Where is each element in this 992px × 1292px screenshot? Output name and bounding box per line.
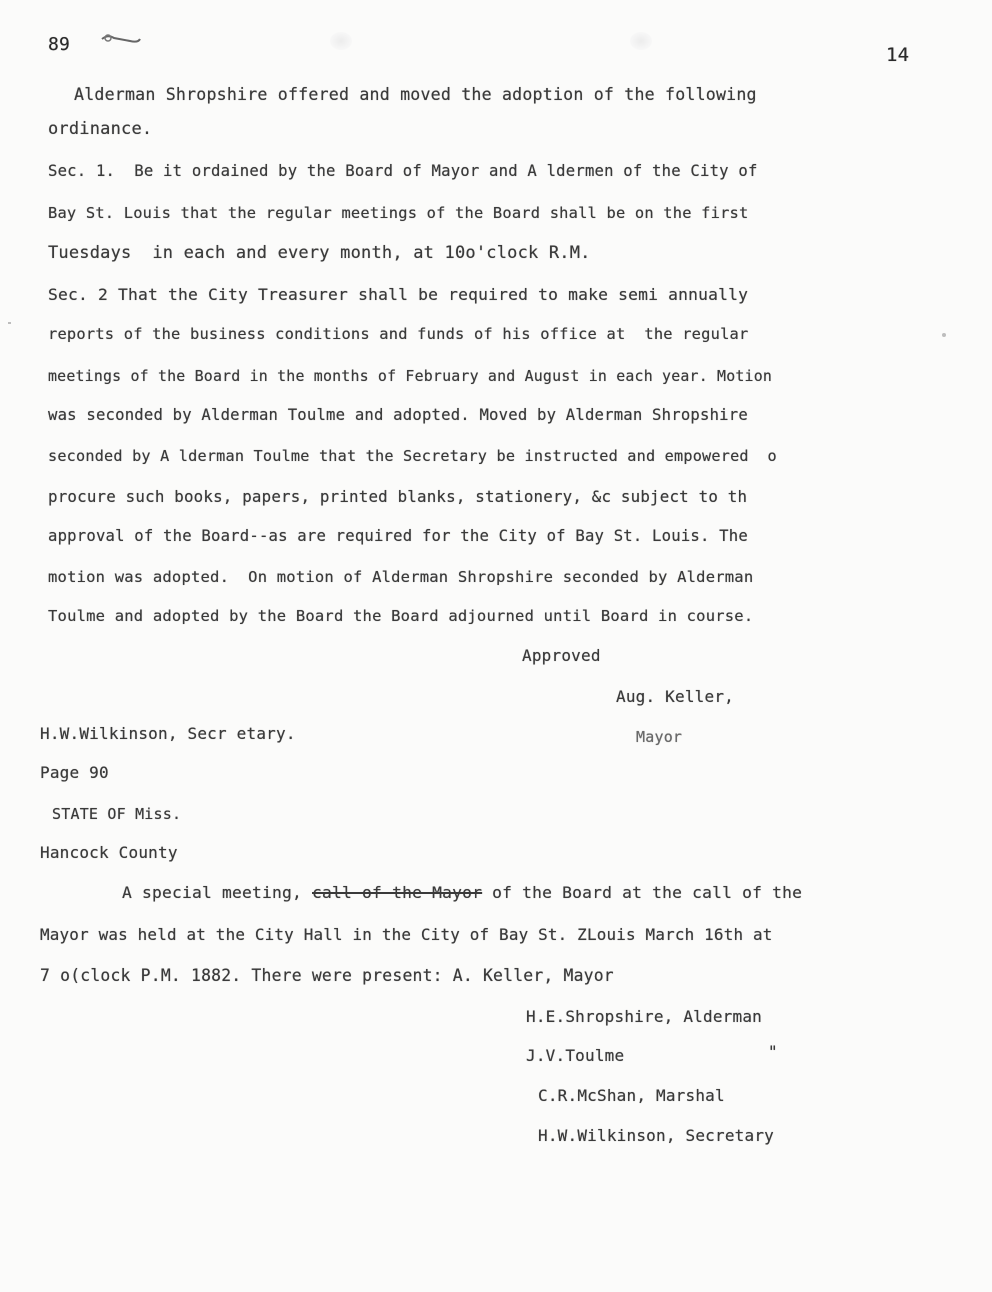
body-line-4: Bay St. Louis that the regular meetings of the Board shall be on the first: [48, 204, 749, 222]
paperclip-mark-icon: [100, 32, 142, 46]
attendee-toulme: J.V.Toulme: [526, 1046, 625, 1065]
special-meeting-line-2: Mayor was held at the City Hall in the City of Bay St. ZLouis March 16th at: [40, 925, 773, 944]
body-line-11: procure such books, papers, printed blanks, stationery, &c subject to th: [48, 487, 748, 506]
special-meeting-line-1: [122, 882, 802, 904]
attendee-shropshire: H.E.Shropshire, Alderman: [526, 1007, 762, 1026]
body-line-9: was seconded by Alderman Toulme and adopted. Moved by Alderman Shropshire: [48, 406, 748, 424]
struck-text: call of the Mayor: [312, 883, 483, 902]
body-line-2: ordinance.: [48, 119, 153, 139]
punch-hole: [330, 32, 352, 50]
body-line-6: Sec. 2 That the City Treasurer shall be required to make semi annually: [48, 285, 749, 304]
ditto-mark: ": [768, 1042, 778, 1061]
attendee-mcshan: C.R.McShan, Marshal: [538, 1086, 725, 1105]
approved-label: Approved: [522, 646, 601, 665]
scan-speck: [942, 333, 946, 337]
body-line-7: reports of the business conditions and funds of his office at the regular: [48, 325, 749, 343]
mayor-signature: Aug. Keller,: [616, 687, 734, 706]
body-line-1: Alderman Shropshire offered and moved the adoption of the following: [74, 85, 757, 104]
attendee-wilkinson: H.W.Wilkinson, Secretary: [538, 1126, 774, 1145]
county-heading: Hancock County: [40, 843, 178, 862]
body-line-12: approval of the Board--as are required for the City of Bay St. Louis. The: [48, 527, 748, 545]
body-line-10: seconded by A lderman Toulme that the Secretary be instructed and empowered o: [48, 447, 777, 465]
page-number-left: 89: [48, 34, 71, 55]
scan-speck: [8, 322, 11, 324]
special-meeting-line-3: 7 o(clock P.M. 1882. There were present: A. Keller, Mayor: [40, 966, 614, 985]
page-label: Page 90: [40, 763, 109, 782]
page-number-right: 14: [886, 44, 910, 66]
body-line-3: Sec. 1. Be it ordained by the Board of Mayor and A ldermen of the City of: [48, 162, 758, 180]
mayor-title: Mayor: [636, 728, 683, 746]
special-meeting-prefix: A special meeting,: [122, 883, 313, 902]
special-meeting-suffix: of the Board at the call of the: [482, 883, 803, 902]
body-line-13: motion was adopted. On motion of Alderman Shropshire seconded by Alderman: [48, 568, 754, 586]
body-line-5: Tuesdays in each and every month, at 10o'clock R.M.: [48, 243, 591, 263]
body-line-8: meetings of the Board in the months of February and August in each year. Motion: [48, 367, 773, 385]
secretary-signature: H.W.Wilkinson, Secr etary.: [40, 724, 296, 743]
body-line-14: Toulme and adopted by the Board the Board adjourned until Board in course.: [48, 607, 754, 625]
punch-hole: [630, 32, 652, 50]
state-heading: STATE OF Miss.: [52, 805, 182, 823]
